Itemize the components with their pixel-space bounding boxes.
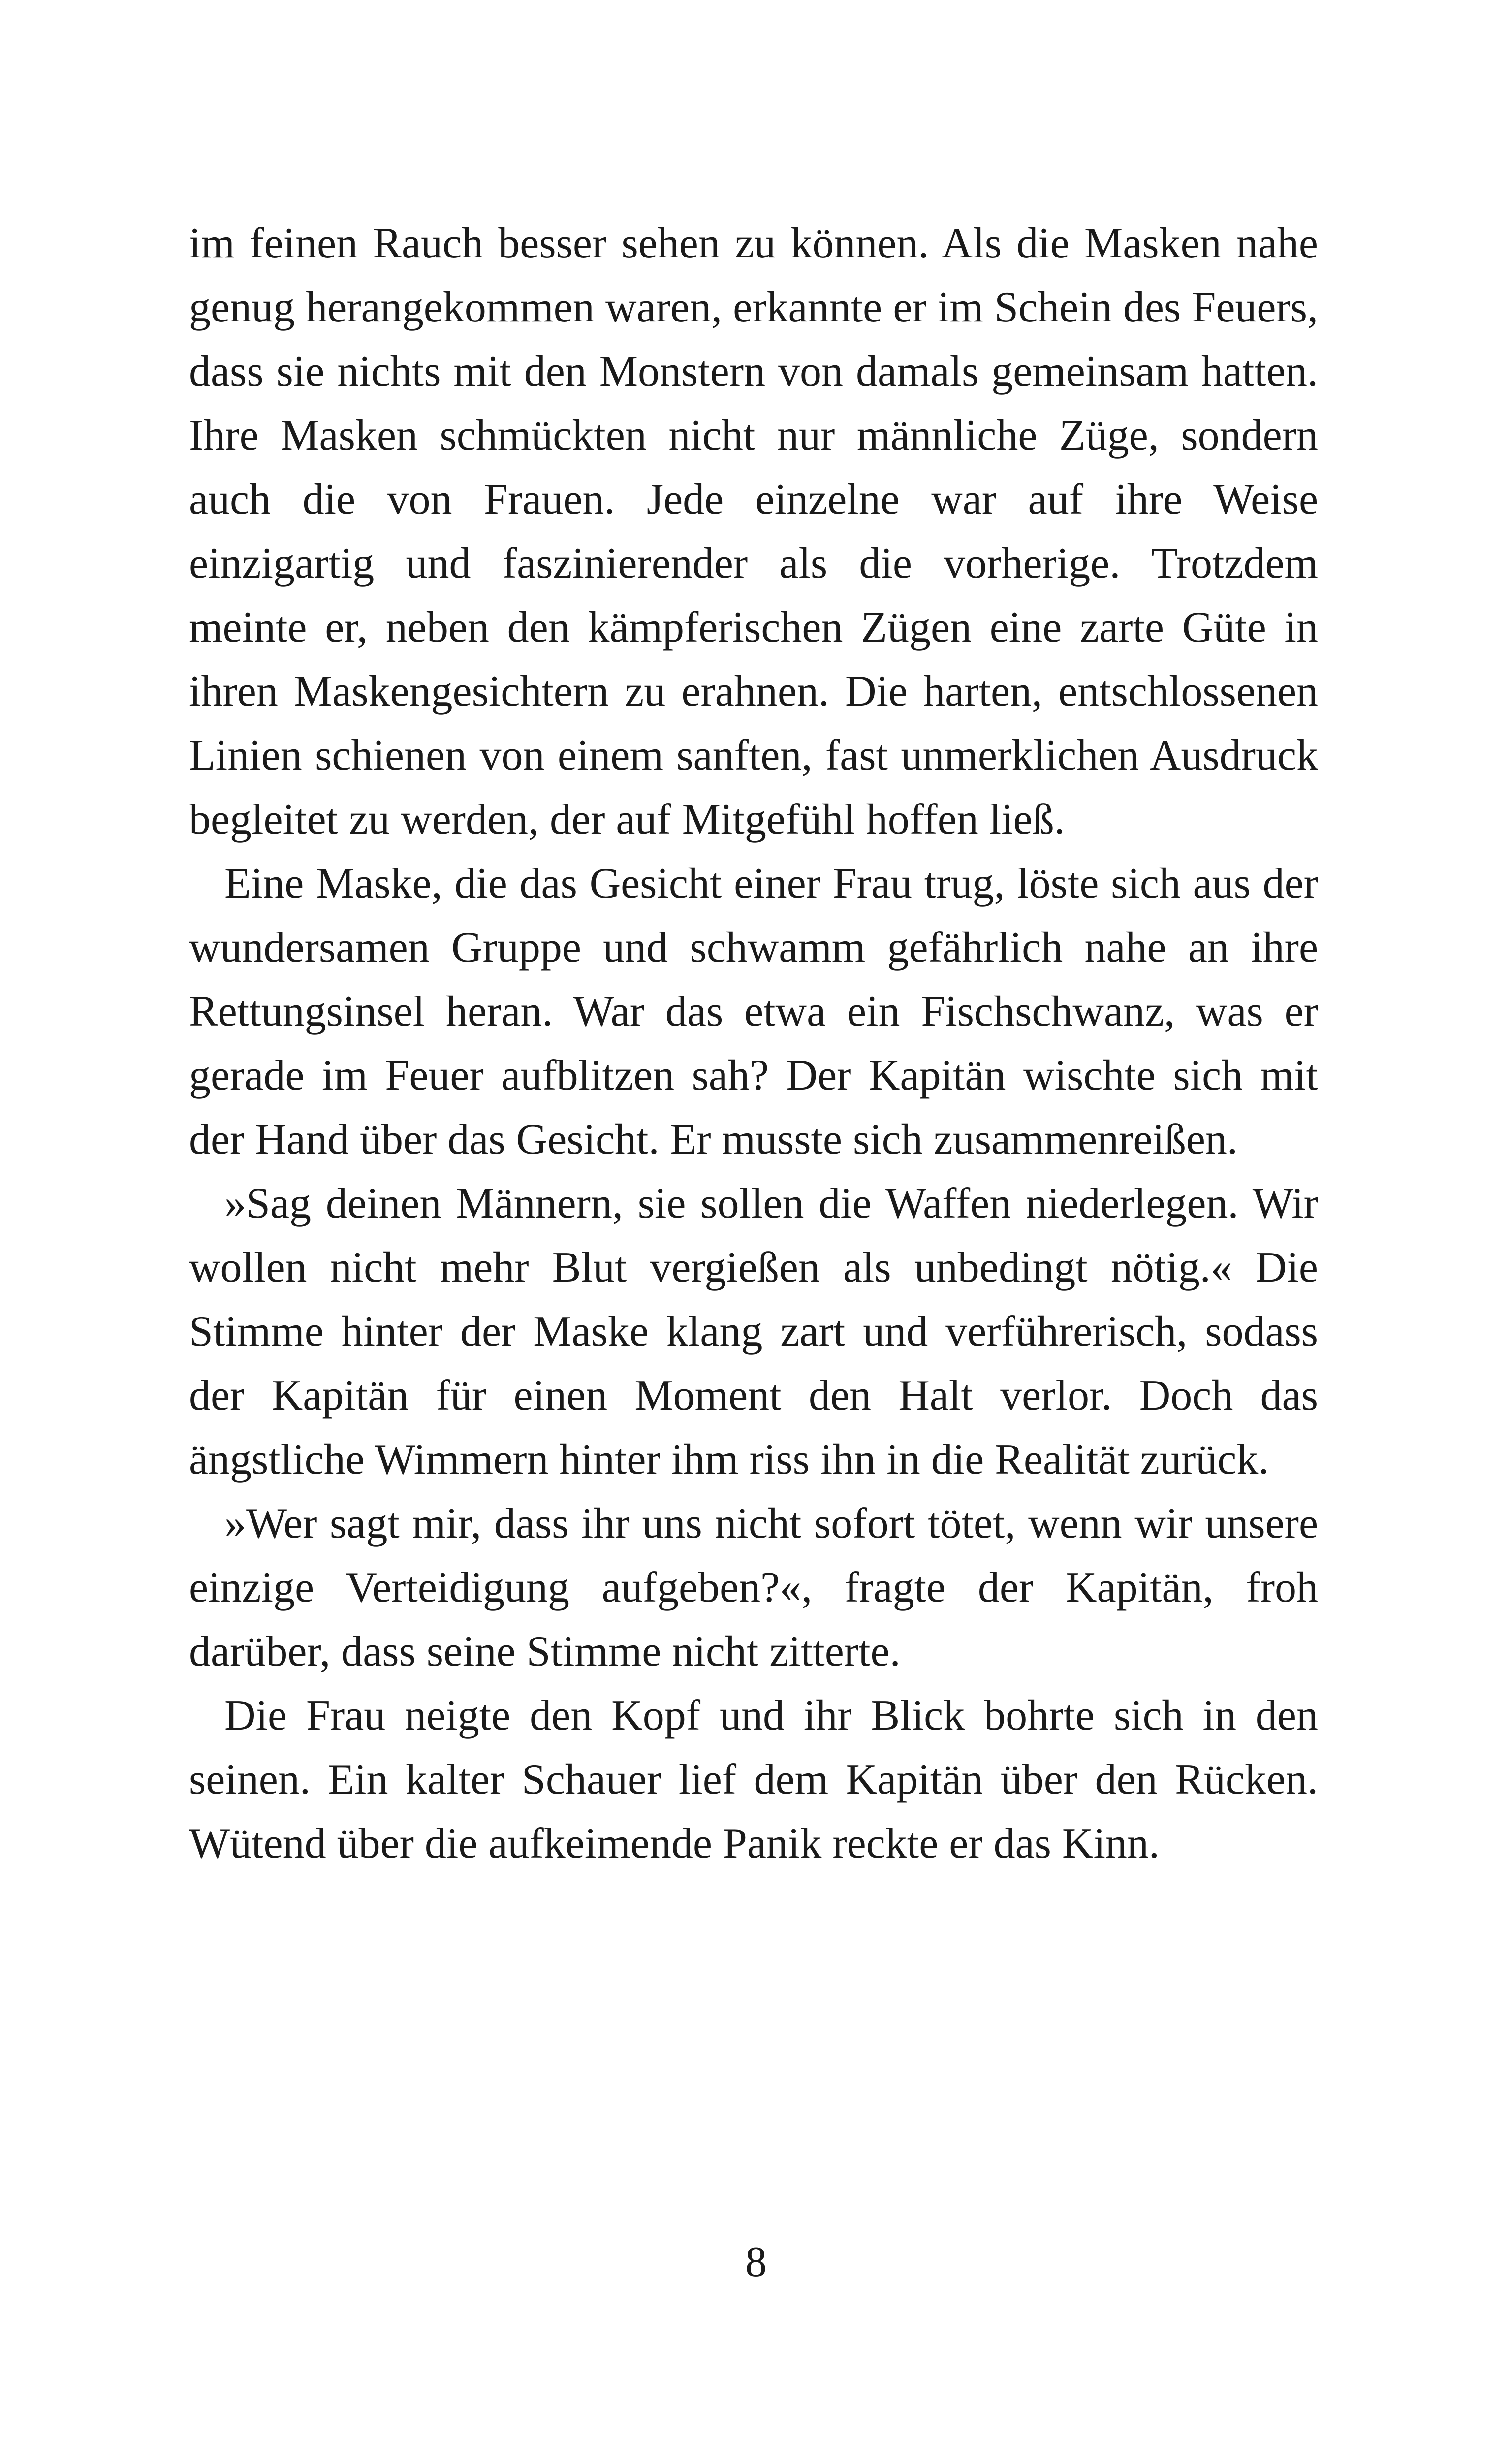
- paragraph-1: im feinen Rauch besser sehen zu können. Als die Masken nahe genug herangekommen waren, erkannte er im Schein des Feuers, dass sie nichts mit den Monstern von damals gemeinsam hatten. Ihre Masken schmückten nicht nur männliche Züge, sondern auch die von Frauen. Jede einzelne war auf ihre Weise einzigartig und faszinierender als die vorherige. Trotzdem meinte er, neben den kämpferischen Zügen eine zarte Güte in ihren Maskengesichtern zu erahnen. Die harten, entschlossenen Linien schienen von einem sanften, fast unmerklichen Ausdruck begleitet zu werden, der auf Mitgefühl hoffen ließ.: [189, 220, 1318, 843]
- page-number: 8: [745, 2238, 767, 2286]
- paragraph-3: »Sag deinen Männern, sie sollen die Waffen niederlegen. Wir wollen nicht mehr Blut vergießen als unbedingt nötig.« Die Stimme hinter der Maske klang zart und verführerisch, sodass der Kapitän für einen Moment den Halt verlor. Doch das ängstliche Wimmern hinter ihm riss ihn in die Realität zurück.: [189, 1180, 1318, 1483]
- paragraph-5: Die Frau neigte den Kopf und ihr Blick bohrte sich in den seinen. Ein kalter Schauer lief dem Kapitän über den Rücken. Wütend über die aufkeimende Panik reckte er das Kinn.: [189, 1692, 1318, 1867]
- paragraph-2: Eine Maske, die das Gesicht einer Frau trug, löste sich aus der wundersamen Gruppe und schwamm gefährlich nahe an ihre Rettungsinsel heran. War das etwa ein Fischschwanz, was er gerade im Feuer aufblitzen sah? Der Kapitän wischte sich mit der Hand über das Gesicht. Er musste sich zusammenreißen.: [189, 860, 1318, 1163]
- paragraph-4: »Wer sagt mir, dass ihr uns nicht sofort tötet, wenn wir unsere einzige Verteidigung aufgeben?«, fragte der Kapitän, froh darüber, dass seine Stimme nicht zitterte.: [189, 1500, 1318, 1675]
- body-text: [189, 212, 1318, 1876]
